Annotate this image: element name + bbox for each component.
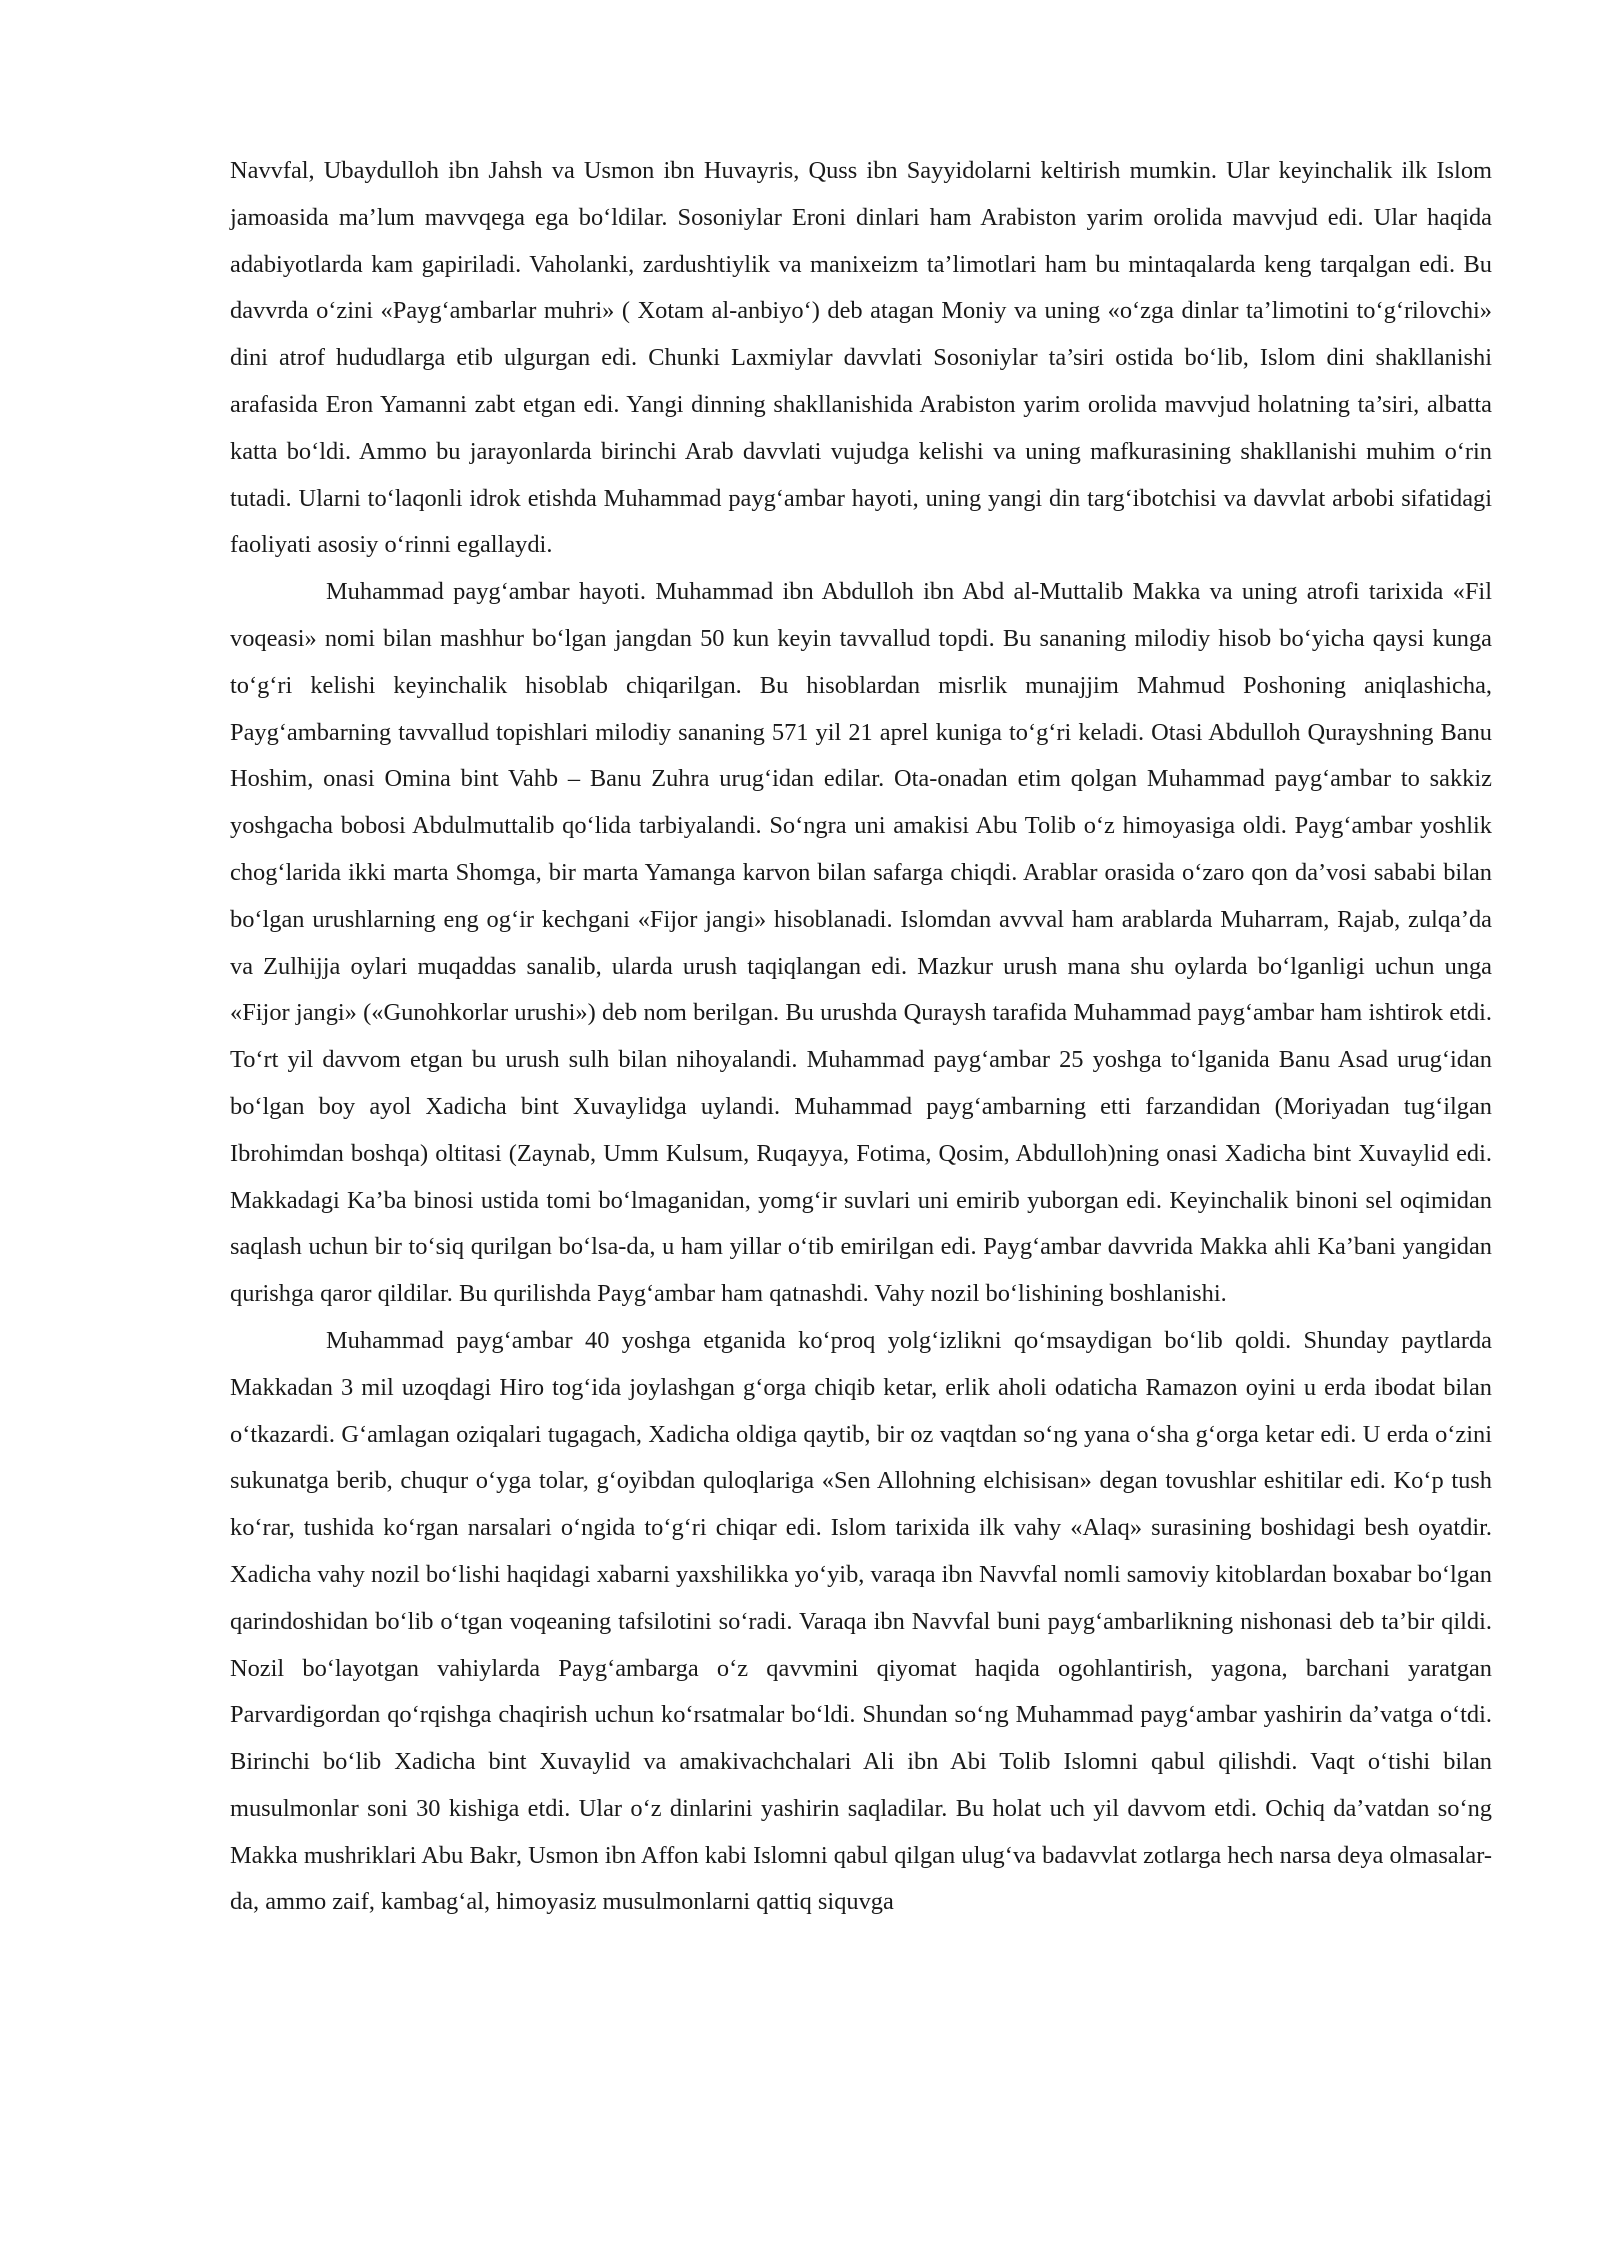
paragraph-prophet-life: Muhammad payg‘ambar hayoti. Muhammad ibn Abdulloh ibn Abd al-Muttalib Makka va uning atrofi tarixida «Fil voqeasi» nomi bilan mashhur bo‘lgan jangdan 50 kun keyin tavvallud topdi. Bu sananing milodiy hisob bo‘yicha qaysi kunga to‘g‘ri kelishi keyinchalik hisoblab chiqarilgan. Bu hisoblardan misrlik munajjim Mahmud Poshoning aniqlashicha, Payg‘ambarning tavvallud topishlari milodiy sananing 571 yil 21 aprel kuniga to‘g‘ri keladi. Otasi Abdulloh Qurayshning Banu Hoshim, onasi Omina bint Vahb – Banu Zuhra urug‘idan edilar. Ota-onadan etim qolgan Muhammad payg‘ambar to sakkiz yoshgacha bobosi Abdulmuttalib qo‘lida tarbiyalandi. So‘ngra uni amakisi Abu Tolib o‘z himoyasiga oldi. Payg‘ambar yoshlik chog‘larida ikki marta Shomga, bir marta Yamanga karvon bilan safarga chiqdi. Arablar orasida o‘zaro qon da’vosi sababi bilan bo‘lgan urushlarning eng og‘ir kechgani «Fijor jangi» hisoblanadi. Islomdan avvval ham arablarda Muharram, Rajab, zulqa’da va Zulhijja oylari muqaddas sanalib, ularda urush taqiqlangan edi. Mazkur urush mana shu oylarda bo‘lganligi uchun unga «Fijor jangi» («Gunohkorlar urushi») deb nom berilgan. Bu urushda Quraysh tarafida Muhammad payg‘ambar ham ishtirok etdi. To‘rt yil davvom etgan bu urush sulh bilan nihoyalandi. Muhammad payg‘ambar 25 yoshga to‘lganida Banu Asad urug‘idan bo‘lgan boy ayol Xadicha bint Xuvaylidga uylandi. Muhammad payg‘ambarning etti farzandidan (Moriyadan tug‘ilgan Ibrohimdan boshqa) oltitasi (Zaynab, Umm Kulsum, Ruqayya, Fotima, Qosim, Abdulloh)ning onasi Xadicha bint Xuvaylid edi. Makkadagi Ka’ba binosi ustida tomi bo‘lmaganidan, yomg‘ir suvlari uni emirib yuborgan edi. Keyinchalik binoni sel oqimidan saqlash uchun bir to‘siq qurilgan bo‘lsa-da, u ham yillar o‘tib emirilgan edi. Payg‘ambar davvrida Makka ahli Ka’bani yangidan qurishga qaror qildilar. Bu qurilishda Payg‘ambar ham qatnashdi. Vahy nozil bo‘lishining boshlanishi. xyxy=(230,578,1492,1308)
paragraph-revelation: Muhammad payg‘ambar 40 yoshga etganida ko‘proq yolg‘izlikni qo‘msaydigan bo‘lib qoldi. Shunday paytlarda Makkadan 3 mil uzoqdagi Hiro tog‘ida joylashgan g‘orga chiqib ketar, erlik aholi odaticha Ramazon oyini u erda ibodat bilan o‘tkazardi. G‘amlagan oziqalari tugagach, Xadicha oldiga qaytib, bir oz vaqtdan so‘ng yana o‘sha g‘orga ketar edi. U erda o‘zini sukunatga berib, chuqur o‘yga tolar, g‘oyibdan quloqlariga «Sen Allohning elchisisan» degan tovushlar eshitilar edi. Ko‘p tush ko‘rar, tushida ko‘rgan narsalari o‘ngida to‘g‘ri chiqar edi. Islom tarixida ilk vahy «Alaq» surasining boshidagi besh oyatdir. Xadicha vahy nozil bo‘lishi haqidagi xabarni yaxshilikka yo‘yib, varaqa ibn Navvfal nomli samoviy kitoblardan boxabar bo‘lgan qarindoshidan bo‘lib o‘tgan voqeaning tafsilotini so‘radi. Varaqa ibn Navvfal buni payg‘ambarlikning nishonasi deb ta’bir qildi. Nozil bo‘layotgan vahiylarda Payg‘ambarga o‘z qavvmini qiyomat haqida ogohlantirish, yagona, barchani yaratgan Parvardigordan qo‘rqishga chaqirish uchun ko‘rsatmalar bo‘ldi. Shundan so‘ng Muhammad payg‘ambar yashirin da’vatga o‘tdi. Birinchi bo‘lib Xadicha bint Xuvaylid va amakivachchalari Ali ibn Abi Tolib Islomni qabul qilishdi. Vaqt o‘tishi bilan musulmonlar soni 30 kishiga etdi. Ular o‘z dinlarini yashirin saqladilar. Bu holat uch yil davvom etdi. Ochiq da’vatdan so‘ng Makka mushriklari Abu Bakr, Usmon ibn Affon kabi Islomni qabul qilgan ulug‘va badavvlat zotlarga hech narsa deya olmasalar-da, ammo zaif, kambag‘al, himoyasiz musulmonlarni qattiq siquvga xyxy=(230,1326,1492,1916)
paragraph-continued: Navvfal, Ubaydulloh ibn Jahsh va Usmon ibn Huvayris, Quss ibn Sayyidolarni keltirish mumkin. Ular keyinchalik ilk Islom jamoasida ma’lum mavvqega ega bo‘ldilar. Sosoniylar Eroni dinlari ham Arabiston yarim orolida mavvjud edi. Ular haqida adabiyotlarda kam gapiriladi. Vaholanki, zardushtiylik va manixeizm ta’limotlari ham bu mintaqalarda keng tarqalgan edi. Bu davvrda o‘zini «Payg‘ambarlar muhri» ( Xotam al-anbiyo‘) deb atagan Moniy va uning «o‘zga dinlar ta’limotini to‘g‘rilovchi» dini atrof hududlarga etib ulgurgan edi. Chunki Laxmiylar davvlati Sosoniylar ta’siri ostida bo‘lib, Islom dini shakllanishi arafasida Eron Yamanni zabt etgan edi. Yangi dinning shakllanishida Arabiston yarim orolida mavvjud holatning ta’siri, albatta katta bo‘ldi. Ammo bu jarayonlarda birinchi Arab davvlati vujudga kelishi va uning mafkurasining shakllanishi muhim o‘rin tutadi. Ularni to‘laqonli idrok etishda Muhammad payg‘ambar hayoti, uning yangi din targ‘ibotchisi va davvlat arbobi sifatidagi faoliyati asosiy o‘rinni egallaydi. xyxy=(230,157,1492,559)
document-body xyxy=(230,148,1492,1926)
